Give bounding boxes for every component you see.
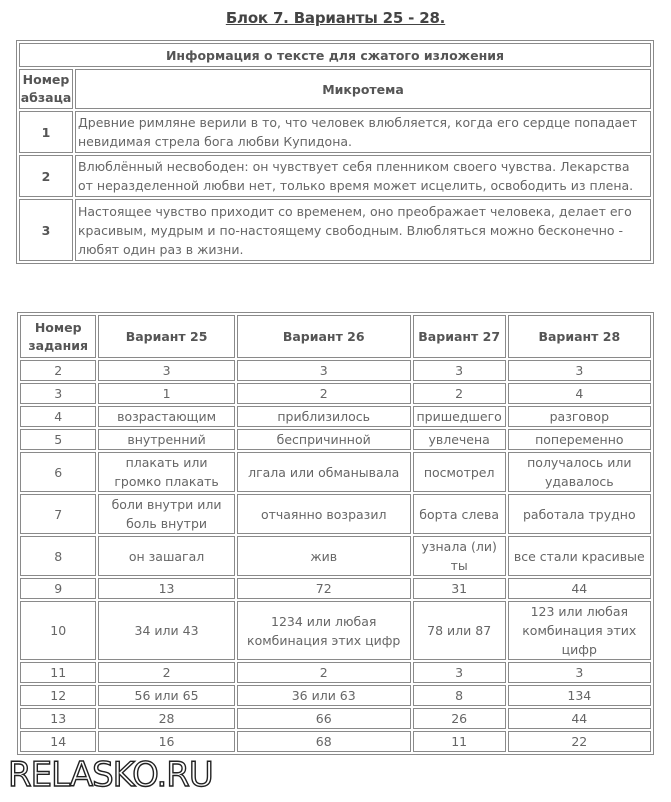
header-variant-28: Вариант 28 bbox=[508, 315, 651, 358]
paragraph-number: 1 bbox=[19, 111, 73, 153]
header-variant-27: Вариант 27 bbox=[413, 315, 506, 358]
task-number: 6 bbox=[20, 452, 96, 492]
answer-v28: все стали красивые bbox=[508, 536, 651, 576]
header-task-number: Номер задания bbox=[20, 315, 96, 358]
answer-v25: он зашагал bbox=[98, 536, 234, 576]
answer-v26: жив bbox=[237, 536, 411, 576]
header-variant-26: Вариант 26 bbox=[237, 315, 411, 358]
table-row bbox=[20, 452, 651, 492]
answer-v25: боли внутри или боль внутри bbox=[98, 494, 234, 534]
task-number: 11 bbox=[20, 662, 96, 683]
task-number: 10 bbox=[20, 601, 96, 660]
answer-v27: посмотрел bbox=[413, 452, 506, 492]
table-row bbox=[20, 360, 651, 381]
answer-v28: 134 bbox=[508, 685, 651, 706]
answer-v28: попеременно bbox=[508, 429, 651, 450]
table-row bbox=[19, 111, 651, 153]
table-caption: Информация о тексте для сжатого изложения bbox=[19, 43, 651, 67]
answer-v27: 31 bbox=[413, 578, 506, 599]
answer-v28: 22 bbox=[508, 731, 651, 752]
answer-v28: 44 bbox=[508, 708, 651, 729]
answer-v26: беспричинной bbox=[237, 429, 411, 450]
answer-v25: 3 bbox=[98, 360, 234, 381]
table-row bbox=[20, 536, 651, 576]
microtheme-text: Настоящее чувство приходит со временем, оно преображает человека, делает его красивым, мудрым и по-настоящему свободным. Влюбляться можно бесконечно - любят один раз в жизни. bbox=[75, 199, 651, 261]
paragraph-number: 3 bbox=[19, 199, 73, 261]
table-row bbox=[20, 494, 651, 534]
answers-table bbox=[17, 312, 654, 755]
answer-v26: 2 bbox=[237, 383, 411, 404]
task-number: 4 bbox=[20, 406, 96, 427]
answer-v28: 3 bbox=[508, 662, 651, 683]
answer-v28: работала трудно bbox=[508, 494, 651, 534]
table-row bbox=[20, 406, 651, 427]
answer-v27: 3 bbox=[413, 662, 506, 683]
answer-v28: 44 bbox=[508, 578, 651, 599]
answer-v28: 123 или любая комбинация этих цифр bbox=[508, 601, 651, 660]
table-row bbox=[20, 601, 651, 660]
table-row bbox=[19, 155, 651, 197]
table-row bbox=[20, 708, 651, 729]
answer-v28: разговор bbox=[508, 406, 651, 427]
answer-v25: плакать или громко плакать bbox=[98, 452, 234, 492]
answer-v25: 13 bbox=[98, 578, 234, 599]
answer-v26: отчаянно возразил bbox=[237, 494, 411, 534]
task-number: 7 bbox=[20, 494, 96, 534]
answer-v26: приблизилось bbox=[237, 406, 411, 427]
answer-v25: 56 или 65 bbox=[98, 685, 234, 706]
answer-v25: 2 bbox=[98, 662, 234, 683]
answer-v27: 8 bbox=[413, 685, 506, 706]
answer-v27: пришедшего bbox=[413, 406, 506, 427]
answer-v27: 78 или 87 bbox=[413, 601, 506, 660]
header-variant-25: Вариант 25 bbox=[98, 315, 234, 358]
table-row bbox=[20, 685, 651, 706]
answer-v26: 3 bbox=[237, 360, 411, 381]
microtheme-text: Влюблённый несвободен: он чувствует себя пленником своего чувства. Лекарства от неразделенной любви нет, только время может исцелить, освободить из плена. bbox=[75, 155, 651, 197]
answer-v28: 3 bbox=[508, 360, 651, 381]
answer-v26: 68 bbox=[237, 731, 411, 752]
table-caption-row bbox=[19, 43, 651, 67]
answer-v27: узнала (ли) ты bbox=[413, 536, 506, 576]
table-row bbox=[20, 731, 651, 752]
answer-v25: внутренний bbox=[98, 429, 234, 450]
table-row bbox=[20, 429, 651, 450]
task-number: 14 bbox=[20, 731, 96, 752]
header-microtheme: Микротема bbox=[75, 69, 651, 109]
table-row bbox=[19, 199, 651, 261]
answer-v26: 36 или 63 bbox=[237, 685, 411, 706]
answer-v28: 4 bbox=[508, 383, 651, 404]
answer-v26: 1234 или любая комбинация этих цифр bbox=[237, 601, 411, 660]
task-number: 12 bbox=[20, 685, 96, 706]
answer-v27: 11 bbox=[413, 731, 506, 752]
answer-v26: 72 bbox=[237, 578, 411, 599]
answer-v25: 34 или 43 bbox=[98, 601, 234, 660]
task-number: 9 bbox=[20, 578, 96, 599]
paragraph-number: 2 bbox=[19, 155, 73, 197]
answer-v27: 26 bbox=[413, 708, 506, 729]
task-number: 5 bbox=[20, 429, 96, 450]
task-number: 13 bbox=[20, 708, 96, 729]
page-title: Блок 7. Варианты 25 - 28. bbox=[225, 9, 446, 27]
task-number: 8 bbox=[20, 536, 96, 576]
table-row bbox=[20, 383, 651, 404]
task-number: 3 bbox=[20, 383, 96, 404]
task-number: 2 bbox=[20, 360, 96, 381]
summary-info-table bbox=[16, 40, 654, 264]
answer-v25: 16 bbox=[98, 731, 234, 752]
answer-v27: 2 bbox=[413, 383, 506, 404]
answer-v25: возрастающим bbox=[98, 406, 234, 427]
answer-v26: 66 bbox=[237, 708, 411, 729]
answer-v27: увлечена bbox=[413, 429, 506, 450]
answer-v27: 3 bbox=[413, 360, 506, 381]
table-row bbox=[20, 578, 651, 599]
table-header-row bbox=[19, 69, 651, 109]
answer-v27: борта слева bbox=[413, 494, 506, 534]
answer-v25: 28 bbox=[98, 708, 234, 729]
answer-v28: получалось или удавалось bbox=[508, 452, 651, 492]
answer-v26: лгала или обманывала bbox=[237, 452, 411, 492]
answer-v26: 2 bbox=[237, 662, 411, 683]
header-paragraph-number: Номер абзаца bbox=[19, 69, 73, 109]
microtheme-text: Древние римляне верили в то, что человек влюбляется, когда его сердце попадает невидимая стрела бога любви Купидона. bbox=[75, 111, 651, 153]
table-header-row bbox=[20, 315, 651, 358]
answer-v25: 1 bbox=[98, 383, 234, 404]
table-row bbox=[20, 662, 651, 683]
watermark-text: RELASKO.RU bbox=[8, 755, 213, 795]
